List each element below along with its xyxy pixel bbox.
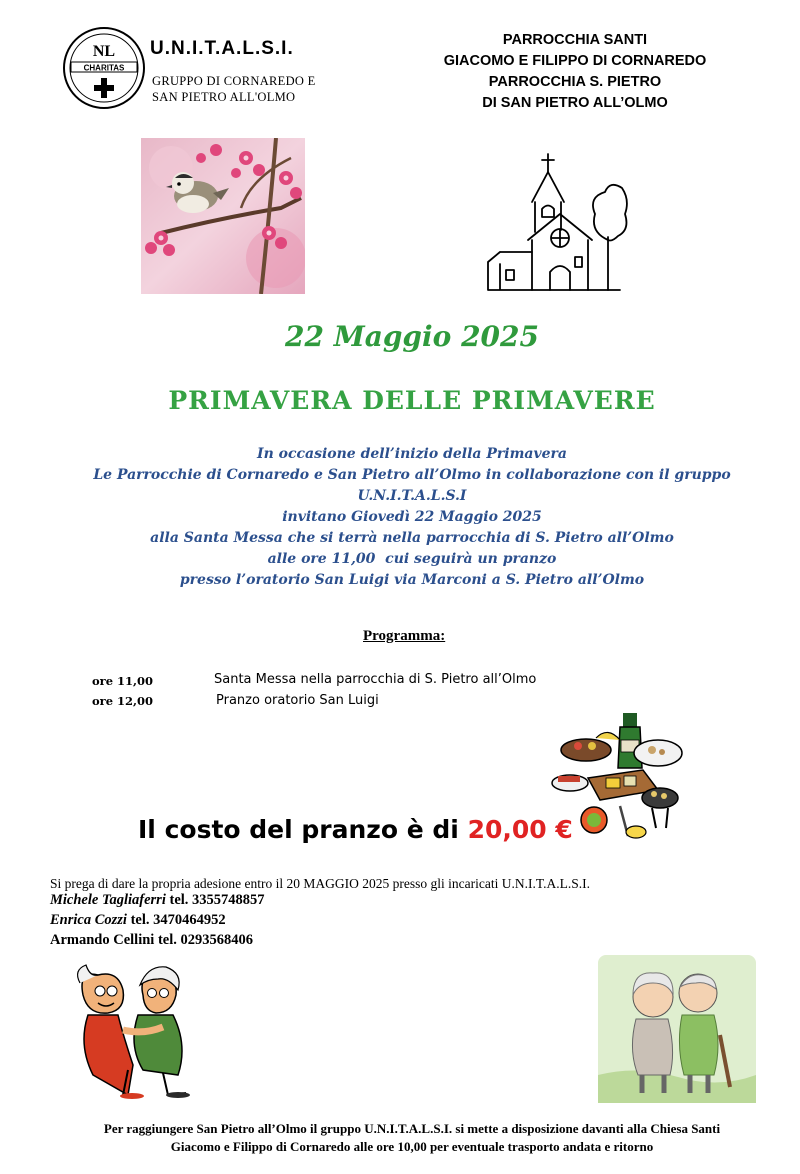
transport-footer <box>0 1120 800 1156</box>
contact-line <box>50 892 265 909</box>
lunch-cost <box>138 815 573 844</box>
org-subtitle-line2: SAN PIETRO ALL'OLMO <box>152 90 296 104</box>
footer-line: Giacomo e Filippo di Cornaredo alle ore 10,00 per eventuale trasporto andata e ritorno <box>170 1139 654 1154</box>
event-title: PRIMAVERA DELLE PRIMAVERE <box>168 386 656 415</box>
invitation-text <box>0 444 800 591</box>
parish-header <box>420 30 730 114</box>
contact-name: Michele Tagliaferri <box>50 892 166 908</box>
dancing-couple-cartoon <box>68 955 198 1100</box>
unitalsi-logo <box>62 26 146 110</box>
org-subtitle <box>152 73 316 105</box>
invite-line: U.N.I.T.A.L.S.I <box>357 488 467 504</box>
contact-name: Enrica Cozzi <box>50 912 127 928</box>
footer-line: Per raggiungere San Pietro all’Olmo il gruppo U.N.I.T.A.L.S.I. si mette a disposizione davanti alla Chiesa Santi <box>103 1121 721 1136</box>
invite-line: alle ore 11,00 cui seguirà un pranzo <box>267 551 557 567</box>
logo-badge-bottom: CHARITAS <box>83 63 125 73</box>
program-time: ore 11,00 <box>92 674 154 688</box>
bird-blossom-photo <box>141 138 305 294</box>
contact-tel: tel. 3470464952 <box>126 912 226 928</box>
parish-line: GIACOMO E FILIPPO DI CORNAREDO <box>443 53 707 69</box>
org-subtitle-line1: GRUPPO DI CORNAREDO E <box>152 74 316 88</box>
program-time: ore 12,00 <box>92 694 154 708</box>
org-name: U.N.I.T.A.L.S.I. <box>150 38 294 59</box>
program-heading: Programma: <box>363 628 446 644</box>
parish-line: PARROCCHIA S. PIETRO <box>488 74 662 90</box>
registration-notice: Si prega di dare la propria adesione entro il 20 MAGGIO 2025 presso gli incaricati U.N.I.T.A.L.S.I. <box>50 876 590 891</box>
invite-line: Le Parrocchie di Cornaredo e San Pietro all’Olmo in collaborazione con il gruppo <box>93 467 731 483</box>
parish-line: DI SAN PIETRO ALL’OLMO <box>482 95 668 111</box>
program-description: Pranzo oratorio San Luigi <box>216 693 379 708</box>
logo-badge-top: NL <box>92 43 116 60</box>
invite-line: presso l’oratorio San Luigi via Marconi a S. Pietro all’Olmo <box>179 572 645 588</box>
contact-name: Armando Cellini <box>50 932 155 948</box>
cost-label: Il costo del pranzo è di <box>138 815 468 844</box>
church-drawing <box>480 152 630 294</box>
program-description: Santa Messa nella parrocchia di S. Pietro all’Olmo <box>214 672 537 687</box>
contact-tel: tel. 0293568406 <box>154 932 253 948</box>
invite-line: invitano Giovedì 22 Maggio 2025 <box>282 509 542 525</box>
contact-line <box>50 912 226 929</box>
contact-tel: tel. 3355748857 <box>165 892 265 908</box>
invite-line: In occasione dell’inizio della Primavera <box>257 446 567 462</box>
elderly-couple-drawing <box>598 955 756 1103</box>
invite-line: alla Santa Messa che si terrà nella parrocchia di S. Pietro all’Olmo <box>150 530 674 546</box>
contact-line <box>50 932 253 949</box>
cost-value: 20,00 € <box>467 815 573 844</box>
parish-line: PARROCCHIA SANTI <box>502 32 648 48</box>
event-date: 22 Maggio 2025 <box>285 320 539 353</box>
